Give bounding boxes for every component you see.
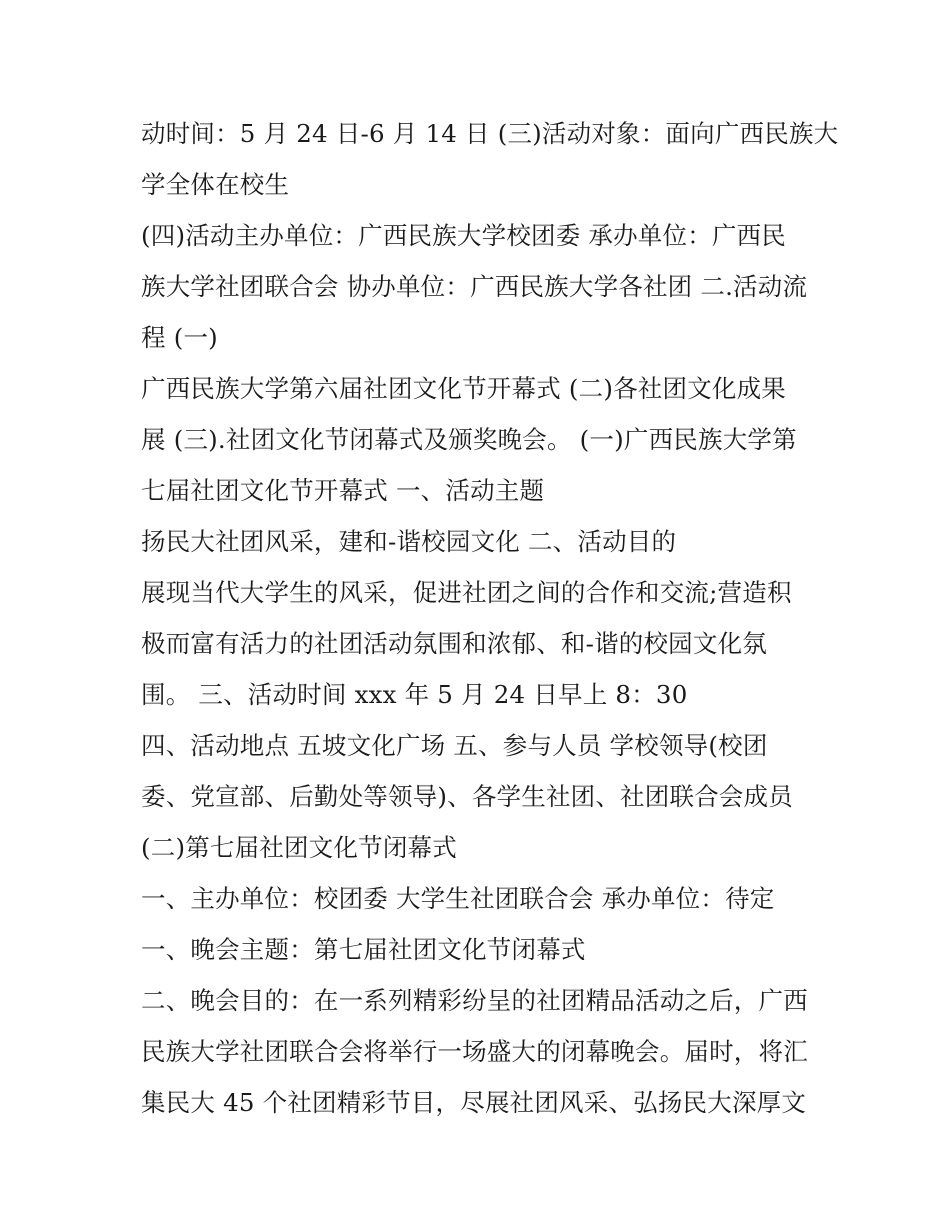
text-line-19: 民族大学社团联合会将举行一场盛大的闭幕晚会。届时，将汇 <box>141 1037 808 1066</box>
text-line-15: (二)第七届社团文化节闭幕式 <box>141 833 457 862</box>
text-line-16: 一、主办单位：校团委 大学生社团联合会 承办单位：待定 <box>141 884 775 913</box>
text-line-10: 展现当代大学生的风采，促进社团之间的合作和交流;营造积 <box>141 578 792 607</box>
text-line-11: 极而富有活力的社团活动氛围和浓郁、和-谐的校园文化氛 <box>141 629 767 658</box>
text-line-6: 广西民族大学第六届社团文化节开幕式 (二)各社团文化成果 <box>141 374 787 403</box>
text-line-8: 七届社团文化节开幕式 一、活动主题 <box>141 476 545 505</box>
text-line-3: (四)活动主办单位：广西民族大学校团委 承办单位：广西民 <box>141 221 787 250</box>
text-line-4: 族大学社团联合会 协办单位：广西民族大学各社团 二.活动流 <box>141 272 808 301</box>
body-text <box>141 108 841 1128</box>
text-line-20: 集民大 45 个社团精彩节目，尽展社团风采、弘扬民大深厚文 <box>141 1088 807 1117</box>
text-line-1: 动时间：5 月 24 日-6 月 14 日 (三)活动对象：面向广西民族大 <box>141 119 839 148</box>
text-line-12: 围。 三、活动时间 xxx 年 5 月 24 日早上 8：30 <box>141 680 688 709</box>
text-line-2: 学全体在校生 <box>141 170 290 199</box>
text-line-14: 委、党宣部、后勤处等领导)、各学生社团、社团联合会成员 <box>141 782 793 811</box>
text-line-7: 展 (三).社团文化节闭幕式及颁奖晚会。 (一)广西民族大学第 <box>141 425 797 454</box>
text-line-13: 四、活动地点 五坡文化广场 五、参与人员 学校领导(校团 <box>141 731 768 760</box>
text-line-17: 一、晚会主题：第七届社团文化节闭幕式 <box>141 935 586 964</box>
text-line-9: 扬民大社团风采，建和-谐校园文化 二、活动目的 <box>141 527 677 556</box>
text-line-5: 程 (一) <box>141 323 218 352</box>
text-line-18: 二、晚会目的：在一系列精彩纷呈的社团精品活动之后，广西 <box>141 986 808 1015</box>
